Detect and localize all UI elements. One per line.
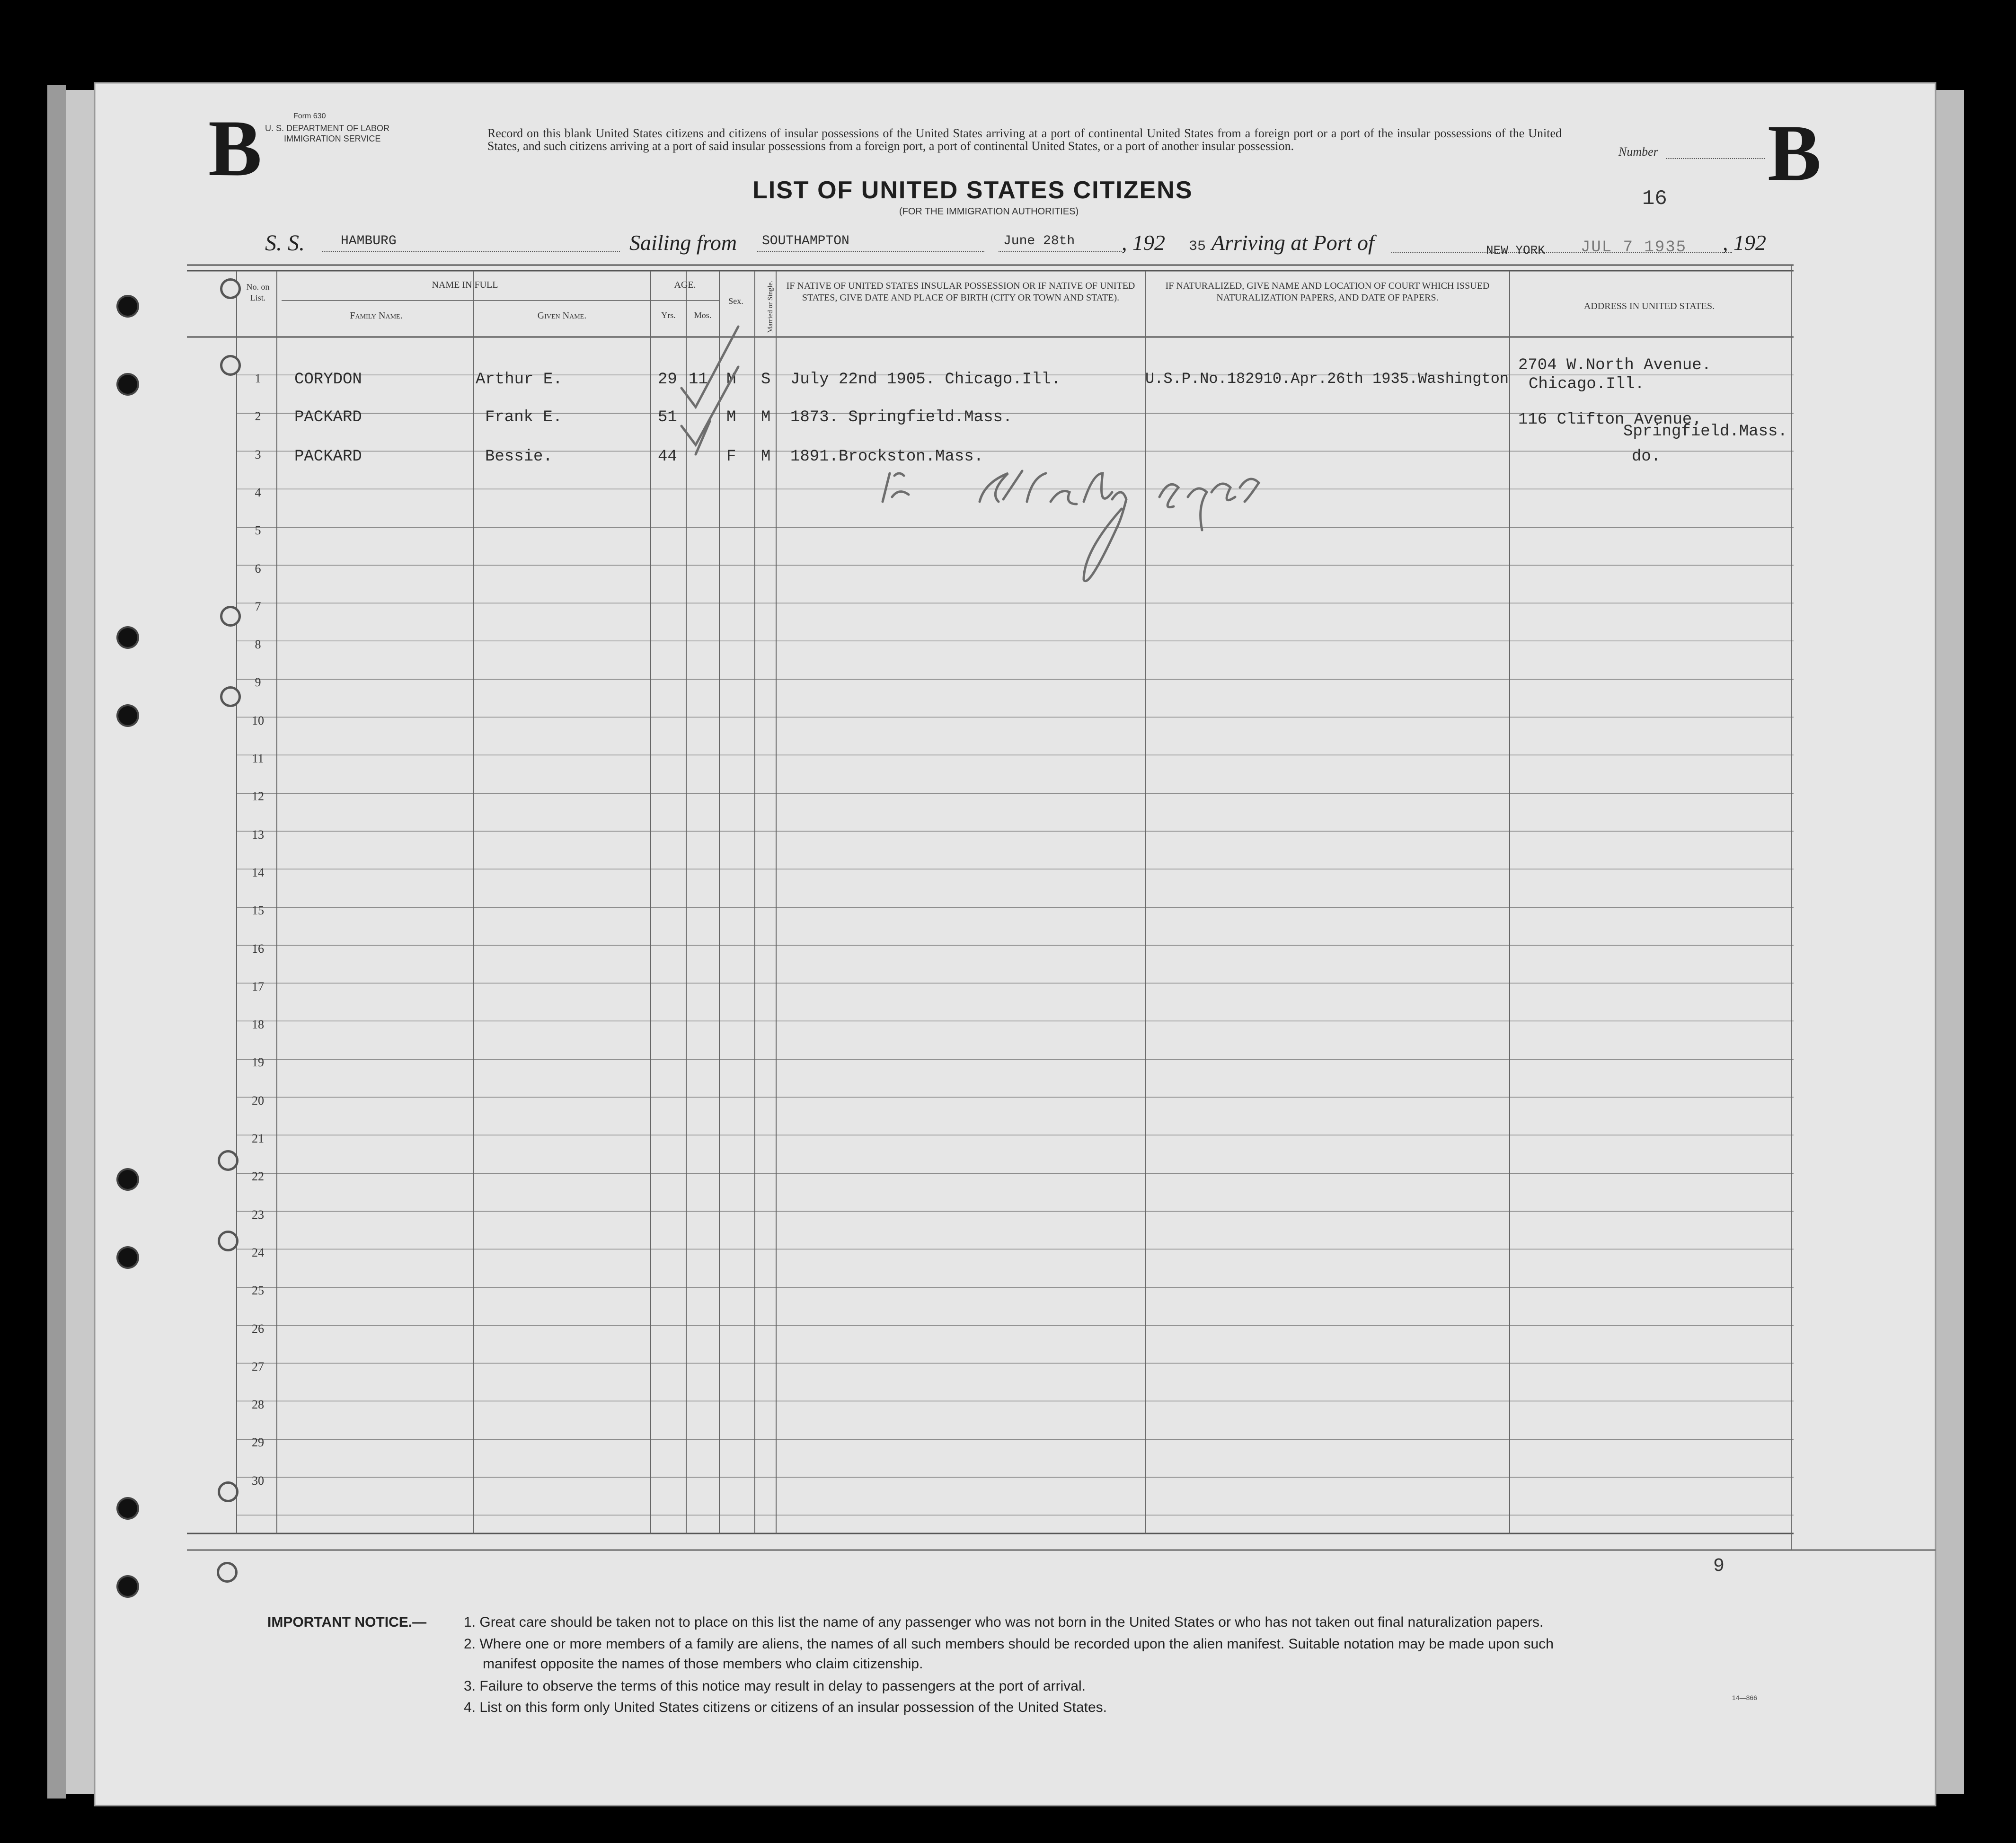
row-number: 15 bbox=[252, 904, 264, 917]
row-number: 7 bbox=[255, 600, 261, 613]
row-number: 12 bbox=[252, 789, 264, 803]
entry-marital-status: M bbox=[761, 408, 771, 426]
row-number: 6 bbox=[255, 562, 261, 576]
row-number: 14 bbox=[252, 866, 264, 879]
col-header-address: ADDRESS IN UNITED STATES. bbox=[1583, 301, 1715, 311]
page-stamp: 9 bbox=[1713, 1556, 1725, 1577]
row-number: 17 bbox=[252, 980, 264, 993]
row-number: 19 bbox=[252, 1055, 264, 1069]
row-number: 3 bbox=[255, 448, 261, 461]
page-subtitle: (FOR THE IMMIGRATION AUTHORITIES) bbox=[899, 206, 1079, 217]
row-number: 16 bbox=[252, 942, 264, 956]
entry-sex: M bbox=[726, 371, 736, 389]
col-header-native: IF NATIVE OF UNITED STATES INSULAR POSSESSION OR IF NATIVE OF UNITED STATES, GIVE DATE AND PLACE OF BIRTH (CITY OR TOWN AND STATE). bbox=[786, 281, 1135, 303]
row-number: 11 bbox=[252, 752, 264, 765]
entry-marital-status: M bbox=[761, 448, 771, 466]
form-number: Form 630 bbox=[293, 112, 326, 120]
entry-birth: July 22nd 1905. Chicago.Ill. bbox=[790, 371, 1061, 389]
col-header-naturalized: IF NATURALIZED, GIVE NAME AND LOCATION OF COURT WHICH ISSUED NATURALIZATION PAPERS, AND DATE OF PAPERS. bbox=[1165, 281, 1490, 303]
entry-family-name: PACKARD bbox=[294, 408, 362, 426]
form-letter-left: B bbox=[208, 104, 262, 193]
notice-item-4: 4. List on this form only United States citizens or citizens of an insular possession of the United States. bbox=[464, 1700, 1107, 1715]
col-header-age: AGE. bbox=[674, 280, 696, 290]
entry-address-line2: Chicago.Ill. bbox=[1529, 375, 1645, 393]
department-label: U. S. DEPARTMENT OF LABOR bbox=[265, 124, 390, 133]
entry-age-months: 11 bbox=[689, 371, 708, 389]
entry-age-years: 44 bbox=[658, 448, 677, 466]
row-number: 26 bbox=[252, 1322, 264, 1336]
end-year: , 192 bbox=[1723, 230, 1766, 255]
col-header-mos: Mos. bbox=[694, 310, 712, 320]
row-number: 25 bbox=[252, 1284, 264, 1297]
ss-label: S. S. bbox=[265, 230, 305, 256]
form-letter-right: B bbox=[1768, 108, 1821, 197]
col-header-yrs: Yrs. bbox=[661, 310, 676, 320]
row-number: 8 bbox=[255, 638, 261, 651]
entry-address-line2: Springfield.Mass. bbox=[1623, 423, 1787, 441]
arrival-stamp: JUL 7 1935 bbox=[1581, 239, 1687, 257]
col-header-sex: Sex. bbox=[728, 296, 743, 306]
entry-naturalization: U.S.P.No.182910.Apr.26th 1935.Washington bbox=[1145, 370, 1509, 388]
sailing-date: June 28th bbox=[1003, 234, 1075, 248]
entry-age-years: 29 bbox=[658, 371, 677, 389]
arriving-label: Arriving at Port of bbox=[1211, 230, 1374, 255]
row-number: 1 bbox=[255, 372, 261, 385]
row-number: 22 bbox=[252, 1170, 264, 1183]
row-number: 24 bbox=[252, 1246, 264, 1259]
arrival-port: NEW YORK bbox=[1486, 243, 1545, 257]
col-header-name-in-full: NAME IN FULL bbox=[432, 280, 498, 290]
service-label: IMMIGRATION SERVICE bbox=[284, 134, 381, 143]
entry-given-name: Bessie. bbox=[485, 448, 553, 466]
sheet-number: 16 bbox=[1642, 187, 1667, 211]
entry-birth: 1873. Springfield.Mass. bbox=[790, 408, 1013, 426]
print-code: 14—866 bbox=[1732, 1694, 1757, 1701]
entry-age-years: 51 bbox=[658, 408, 677, 426]
row-number: 29 bbox=[252, 1435, 264, 1449]
row-number: 10 bbox=[252, 714, 264, 727]
row-number: 27 bbox=[252, 1360, 264, 1373]
row-number: 21 bbox=[252, 1132, 264, 1145]
sailing-label: Sailing from bbox=[629, 230, 737, 255]
year-prefix: , 192 bbox=[1122, 230, 1165, 255]
number-label: Number bbox=[1618, 145, 1658, 159]
notice-item-2: 2. Where one or more members of a family are aliens, the names of all such members should be recorded upon the alien manifest. Suitable notation may be made upon such bbox=[464, 1636, 1554, 1652]
row-number: 4 bbox=[255, 486, 261, 499]
col-header-no: No. on List. bbox=[246, 282, 270, 302]
entry-address-line1: 116 Clifton Avenue. bbox=[1518, 411, 1702, 429]
entry-family-name: CORYDON bbox=[294, 371, 362, 389]
row-number: 18 bbox=[252, 1018, 264, 1031]
row-number: 30 bbox=[252, 1474, 264, 1488]
entry-sex: F bbox=[726, 448, 736, 466]
row-number: 5 bbox=[255, 523, 261, 537]
col-header-family-name: Family Name. bbox=[350, 310, 403, 321]
row-number: 28 bbox=[252, 1398, 264, 1411]
notice-label: IMPORTANT NOTICE.— bbox=[267, 1614, 427, 1630]
ship-name: HAMBURG bbox=[341, 234, 397, 248]
row-number: 20 bbox=[252, 1094, 264, 1108]
col-header-given-name: Given Name. bbox=[537, 310, 587, 321]
entry-marital-status: S bbox=[761, 371, 771, 389]
year-suffix: 35 bbox=[1189, 239, 1206, 255]
row-number: 13 bbox=[252, 828, 264, 842]
entry-sex: M bbox=[726, 408, 736, 426]
row-number: 9 bbox=[255, 675, 261, 689]
entry-birth: 1891.Brockston.Mass. bbox=[790, 448, 984, 466]
entry-given-name: Arthur E. bbox=[476, 371, 563, 389]
col-header-married-single: Married or Single. bbox=[766, 281, 774, 333]
notice-item-3: 3. Failure to observe the terms of this notice may result in delay to passengers at the port of arrival. bbox=[464, 1678, 1086, 1694]
entry-family-name: PACKARD bbox=[294, 448, 362, 466]
notice-item-1: 1. Great care should be taken not to place on this list the name of any passenger who was not born in the United States or who has not taken out final naturalization papers. bbox=[464, 1614, 1544, 1630]
entry-address-line1: do. bbox=[1632, 448, 1661, 466]
row-number: 23 bbox=[252, 1208, 264, 1222]
form-instructions: Record on this blank United States citizens and citizens of insular possessions of the United States arriving at a port of continental United States from a foreign port or a port of the insular possessions of the United States, and such citizens arriving at a port of said insular possessions from a foreign port, a port of continental United States, or a port of another insular possession. bbox=[487, 126, 1562, 153]
notice-item-2-cont: manifest opposite the names of those members who claim citizenship. bbox=[483, 1656, 923, 1672]
page-title: LIST OF UNITED STATES CITIZENS bbox=[752, 177, 1193, 204]
entry-given-name: Frank E. bbox=[485, 408, 563, 426]
entry-address-line1: 2704 W.North Avenue. bbox=[1518, 356, 1712, 374]
row-number: 2 bbox=[255, 409, 261, 423]
sailing-port: SOUTHAMPTON bbox=[762, 234, 849, 248]
